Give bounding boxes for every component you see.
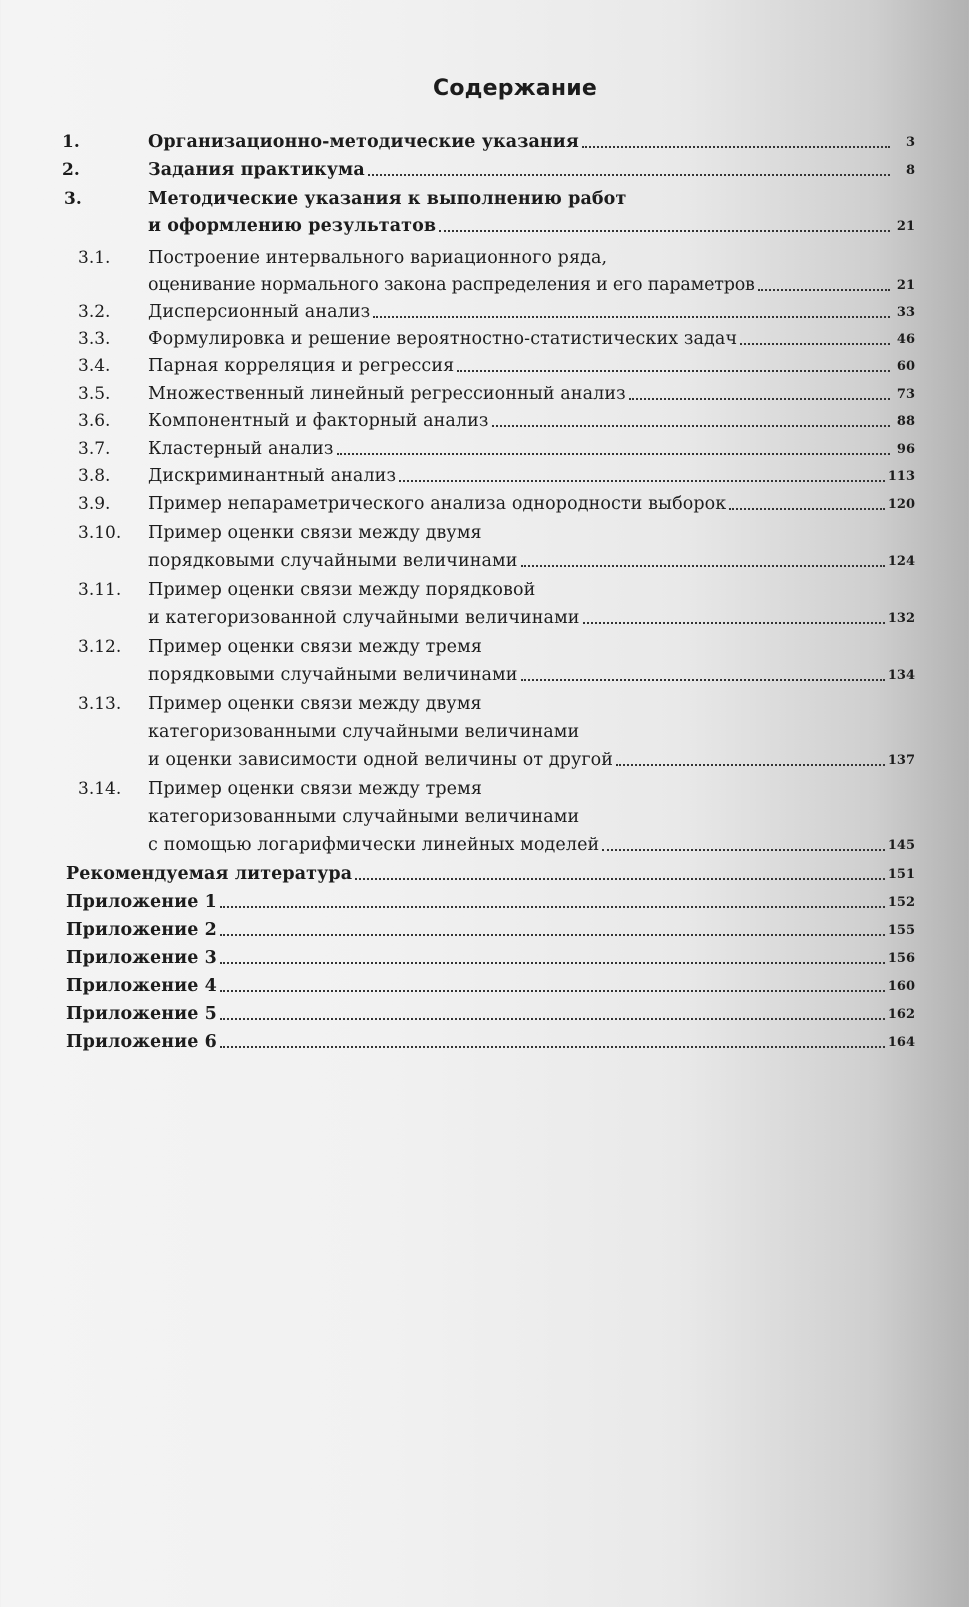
page-number: 60 [896,359,915,374]
dot-leader [368,174,890,176]
entry-title: Кластерный анализ [148,439,334,459]
page-title: Содержание [433,76,597,101]
entry-line [148,245,915,271]
entry-line [148,157,915,183]
entry-number: 3.6. [78,411,111,431]
entry-number: 3.8. [78,466,111,486]
entry-number: 3.10. [78,523,122,543]
entry-title: Приложение 2 [66,920,217,940]
entry-number: 3. [64,189,82,209]
entry-line [148,381,915,407]
dot-leader [492,425,890,427]
entry-number: 3.11. [78,580,122,600]
entry-title: Дисперсионный анализ [148,302,371,322]
entry-number: 3.5. [78,384,111,404]
page-number: 137 [887,753,915,768]
entry-line [148,326,915,352]
page-number: 120 [887,497,915,512]
entry-line [148,463,915,489]
entry-title: с помощью логарифмически линейных моделей [148,835,600,855]
page-number: 124 [887,554,915,569]
entry-number: 3.13. [78,694,122,714]
entry-title: Дискриминантный анализ [148,466,397,486]
entry-line [148,577,915,603]
dot-leader [399,480,885,482]
entry-line [148,548,915,574]
entry-line [148,520,915,546]
page-number: 88 [896,414,915,429]
entry-title: Пример оценки связи между порядковой [148,580,536,600]
page-number: 162 [887,1007,915,1022]
entry-line [66,889,915,915]
entry-number: 3.14. [78,779,122,799]
entry-line [148,605,915,631]
entry-line [66,861,915,887]
page-number: 46 [896,332,915,347]
page-number: 151 [887,867,915,882]
entry-line [148,353,915,379]
entry-title: оценивание нормального закона распределения и его параметров [148,275,755,295]
entry-title: Компонентный и факторный анализ [148,411,489,431]
page-number: 73 [896,387,915,402]
entry-title: Методические указания к выполнению работ [148,189,627,209]
dot-leader [521,679,885,681]
dot-leader [220,934,885,936]
entry-title: и оценки зависимости одной величины от другой [148,750,614,770]
entry-title: Задания практикума [148,160,365,180]
entry-number: 3.1. [78,248,111,268]
entry-number: 3.3. [78,329,111,349]
entry-title: Множественный линейный регрессионный анализ [148,384,626,404]
entry-line [148,634,915,660]
page-number: 156 [887,951,915,966]
entry-title: Приложение 4 [66,976,217,996]
entry-line [148,691,915,717]
entry-line [66,1029,915,1055]
page-number: 145 [887,838,915,853]
page-number: 96 [896,442,915,457]
entry-line [148,408,915,434]
page-number: 21 [896,219,915,234]
dot-leader [616,764,885,766]
dot-leader [521,565,885,567]
dot-leader [740,343,890,345]
entry-title: Приложение 6 [66,1032,217,1052]
entry-line [148,129,915,155]
page-number: 33 [896,305,915,320]
entry-line [148,804,915,830]
page-number: 132 [887,611,915,626]
entry-number: 1. [62,132,80,152]
entry-line [148,186,915,212]
page-number: 21 [896,278,915,293]
entry-title: Приложение 3 [66,948,217,968]
entry-number: 3.7. [78,439,111,459]
entry-line [148,662,915,688]
entry-title: Построение интервального вариационного ряда, [148,248,608,268]
entry-line [148,491,915,517]
entry-number: 3.2. [78,302,111,322]
entry-title: и категоризованной случайными величинами [148,608,580,628]
entry-line [148,747,915,773]
entry-title: Организационно-методические указания [148,132,579,152]
entry-line [66,917,915,943]
dot-leader [758,289,890,291]
entry-title: Приложение 1 [66,892,217,912]
page-number: 160 [887,979,915,994]
dot-leader [220,906,885,908]
entry-title: порядковыми случайными величинами [148,665,518,685]
dot-leader [729,508,885,510]
page-number: 155 [887,923,915,938]
dot-leader [629,398,890,400]
entry-title: Рекомендуемая литература [66,864,353,884]
entry-title: порядковыми случайными величинами [148,551,518,571]
entry-title: Пример непараметрического анализа однородности выборок [148,494,727,514]
dot-leader [439,230,890,232]
entry-line [148,272,915,298]
entry-line [148,776,915,802]
entry-title: Формулировка и решение вероятностно-статистических задач [148,329,738,349]
entry-title: категоризованными случайными величинами [148,807,580,827]
entry-line [66,1001,915,1027]
entry-line [66,945,915,971]
dot-leader [220,962,885,964]
entry-line [148,213,915,239]
entry-title: Пример оценки связи между тремя [148,637,482,657]
entry-line [66,973,915,999]
dot-leader [602,849,885,851]
page-number: 152 [887,895,915,910]
entry-number: 3.4. [78,356,111,376]
dot-leader [220,1046,885,1048]
entry-title: и оформлению результатов [148,216,437,236]
dot-leader [373,316,890,318]
entry-number: 2. [62,160,80,180]
entry-line [148,299,915,325]
entry-number: 3.9. [78,494,111,514]
dot-leader [355,878,885,880]
dot-leader [337,453,890,455]
entry-title: Пример оценки связи между двумя [148,523,482,543]
entry-title: категоризованными случайными величинами [148,722,580,742]
entry-line [148,436,915,462]
dot-leader [220,1018,885,1020]
dot-leader [457,370,890,372]
entry-title: Парная корреляция и регрессия [148,356,455,376]
entry-title: Пример оценки связи между двумя [148,694,482,714]
entry-line [148,832,915,858]
page-number: 134 [887,668,915,683]
page-number: 164 [887,1035,915,1050]
dot-leader [583,622,885,624]
page-number: 8 [905,163,915,178]
entry-title: Пример оценки связи между тремя [148,779,482,799]
page-number: 3 [905,135,915,150]
dot-leader [220,990,885,992]
entry-line [148,719,915,745]
entry-number: 3.12. [78,637,122,657]
dot-leader [582,146,890,148]
entry-title: Приложение 5 [66,1004,217,1024]
page-number: 113 [887,469,915,484]
